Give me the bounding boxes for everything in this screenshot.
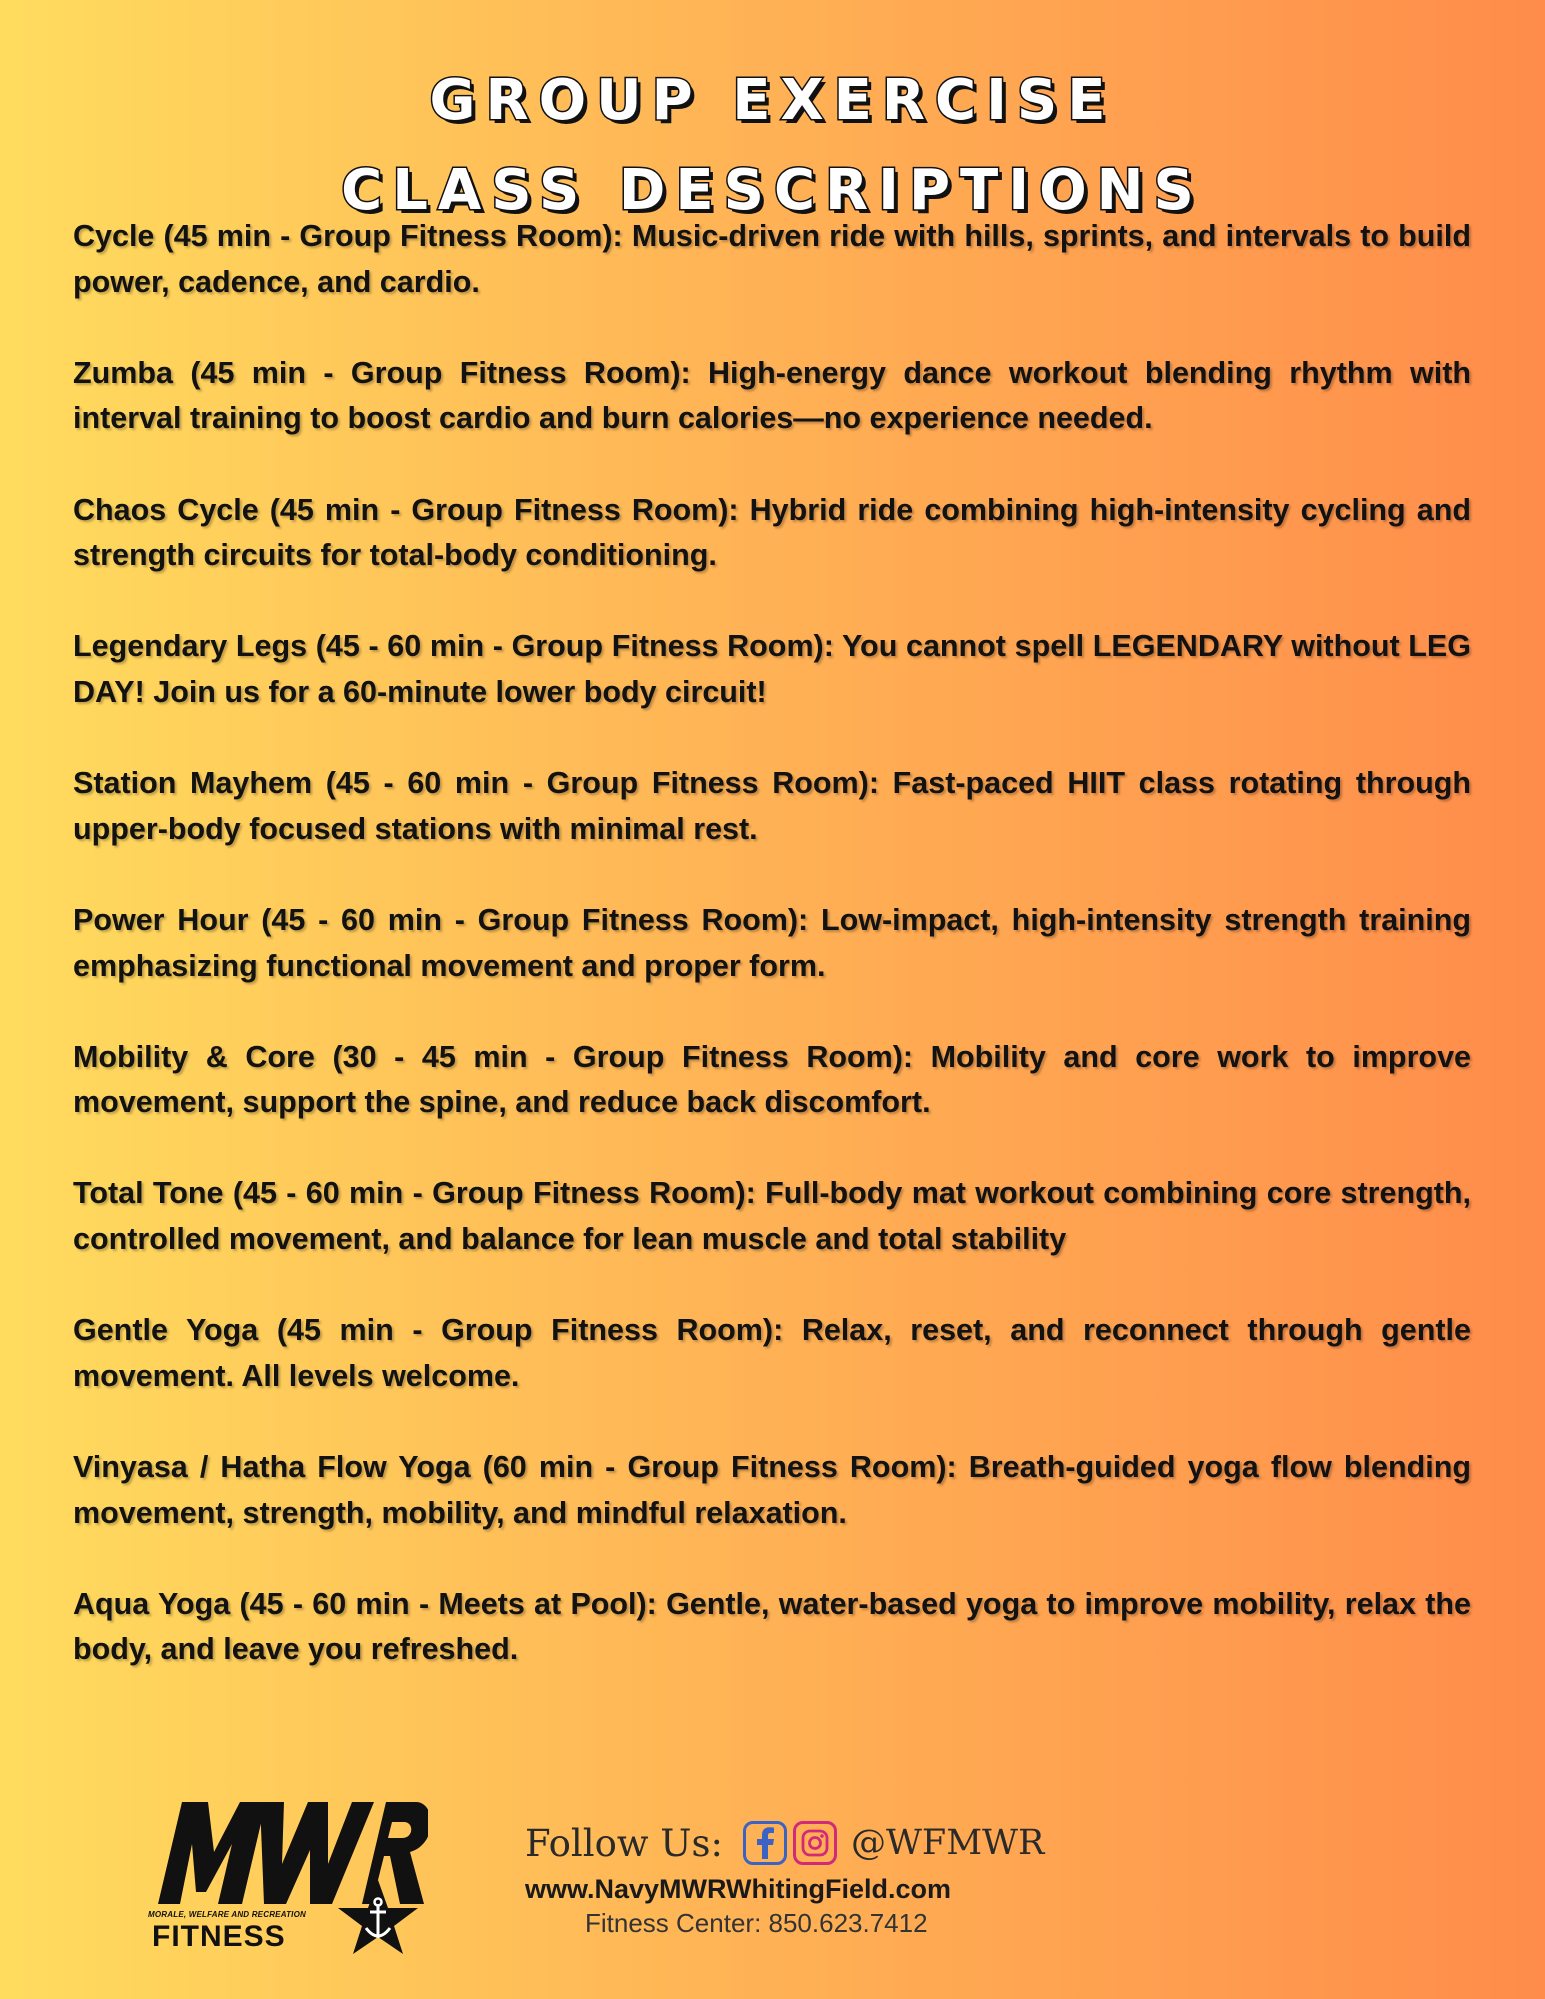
phone-number: Fitness Center: 850.623.7412 [585, 1908, 928, 1938]
class-list [73, 214, 1471, 1719]
facebook-icon[interactable] [743, 1821, 787, 1865]
title-line-2: CLASS DESCRIPTIONS [341, 158, 1204, 223]
class-total-tone: Total Tone (45 - 60 min - Group Fitness Room): Full-body mat workout combining core strength, controlled movement, and balance for lean muscle and total stability [73, 1176, 1471, 1257]
social-handle: @WFMWR [850, 1823, 1045, 1863]
class-gentle-yoga: Gentle Yoga (45 min - Group Fitness Room): Relax, reset, and reconnect through gentle movement. All levels welcome. [73, 1313, 1471, 1393]
mwr-fitness-logo [148, 1792, 428, 1962]
class-zumba: Zumba (45 min - Group Fitness Room): High-energy dance workout blending rhythm with interval training to boost cardio and burn calories—no experience needed. [73, 355, 1471, 436]
class-power-hour: Power Hour (45 - 60 min - Group Fitness Room): Low-impact, high-intensity strength training emphasizing functional movement and proper form. [73, 902, 1471, 983]
class-mobility-core: Mobility & Core (30 - 45 min - Group Fitness Room): Mobility and core work to improve movement, support the spine, and reduce back discomfort. [73, 1039, 1471, 1120]
follow-label: Follow Us: [525, 1821, 723, 1865]
instagram-icon[interactable] [793, 1821, 837, 1865]
logo-fitness-text: FITNESS [152, 1920, 286, 1953]
class-chaos-cycle: Chaos Cycle (45 min - Group Fitness Room): Hybrid ride combining high-intensity cycling and strength circuits for total-body conditioning. [73, 492, 1471, 573]
class-vinyasa-hatha: Vinyasa / Hatha Flow Yoga (60 min - Group Fitness Room): Breath-guided yoga flow blending movement, strength, mobility, and mindful relaxation. [73, 1450, 1471, 1530]
class-aqua-yoga: Aqua Yoga (45 - 60 min - Meets at Pool): Gentle, water-based yoga to improve mobility, relax the body, and leave you refreshed. [73, 1586, 1471, 1667]
footer [525, 1816, 1085, 1940]
follow-row [525, 1816, 1085, 1870]
page-title [0, 56, 1545, 236]
class-station-mayhem: Station Mayhem (45 - 60 min - Group Fitness Room): Fast-paced HIIT class rotating through upper-body focused stations with minimal rest. [73, 766, 1471, 846]
title-line-1: GROUP EXERCISE [429, 68, 1116, 133]
class-cycle: Cycle (45 min - Group Fitness Room): Music-driven ride with hills, sprints, and intervals to build power, cadence, and cardio. [73, 219, 1471, 299]
logo-subtitle: MORALE, WELFARE AND RECREATION [148, 1910, 306, 1919]
website-link[interactable]: www.NavyMWRWhitingField.com [525, 1874, 952, 1904]
class-legendary-legs: Legendary Legs (45 - 60 min - Group Fitness Room): You cannot spell LEGENDARY without LEG DAY! Join us for a 60-minute lower body circuit! [73, 629, 1471, 709]
